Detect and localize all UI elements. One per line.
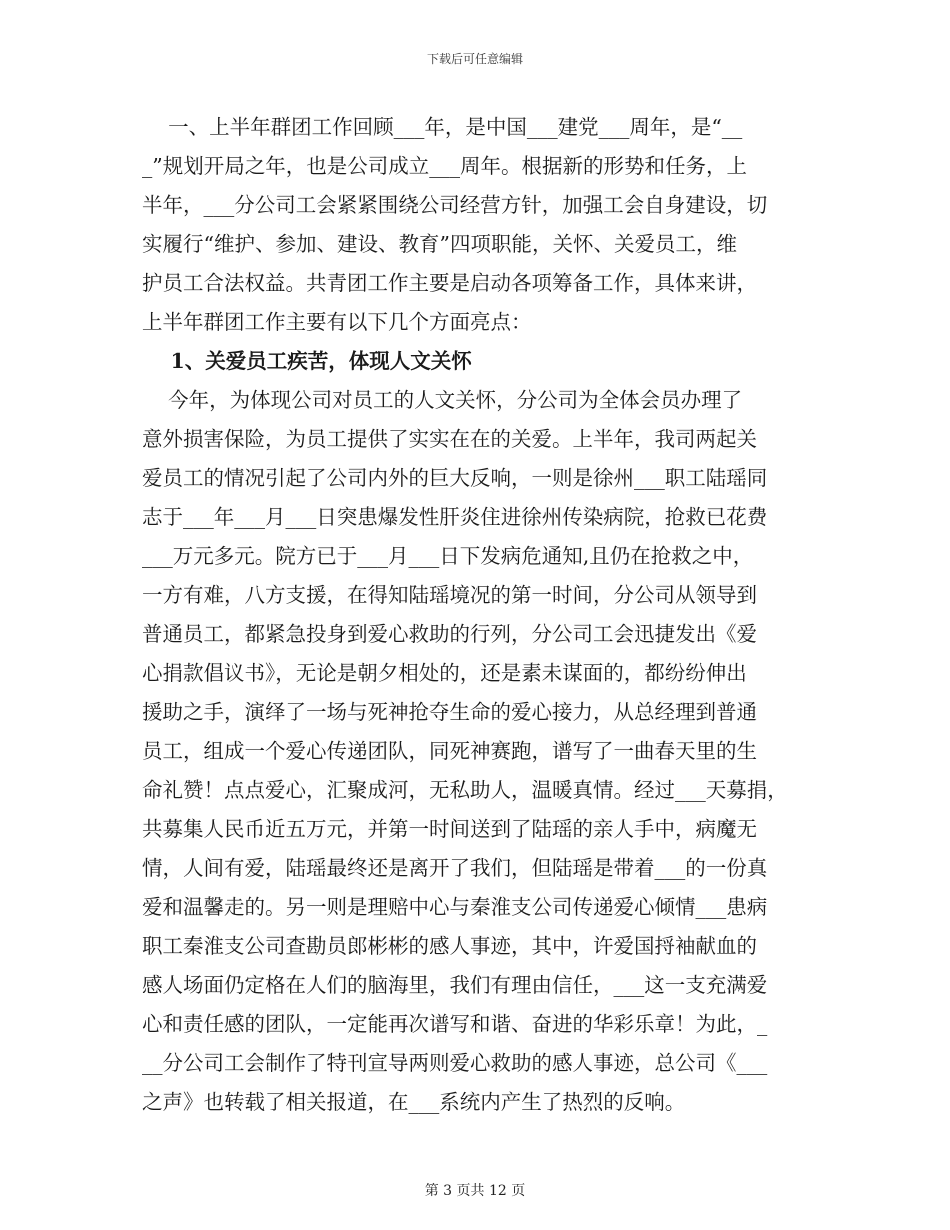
text-line: 意外损害保险，为员工提供了实实在在的关爱。上半年，我司两起关 — [142, 427, 757, 451]
text-line: 共募集人民币近五万元，并第一时间送到了陆瑶的亲人手中，病魔无 — [142, 817, 757, 841]
text-line: 一、上半年群团工作回顾___年，是中国___建党___周年，是“__ — [142, 115, 743, 139]
text-line: 半年，___分公司工会紧紧围绕公司经营方针，加强工会自身建设，切 — [142, 193, 768, 217]
page-header: 下载后可任意编辑 — [426, 52, 523, 66]
text-line: 心和责任感的团队，一定能再次谱写和谐、奋进的华彩乐章！为此，_ — [142, 1012, 768, 1036]
text-line: 爱和温馨走的。另一则是理赔中心与秦淮支公司传递爱心倾情___患病 — [142, 895, 768, 919]
text-line: 今年，为体现公司对员工的人文关怀，分公司为全体会员办理了 — [142, 388, 743, 412]
section-heading: 1、关爱员工疾苦，体现人文关怀 — [142, 349, 472, 373]
text-line: 情，人间有爱，陆瑶最终还是离开了我们，但陆瑶是带着___的一份真 — [142, 856, 768, 880]
document-body — [142, 108, 817, 1122]
text-line: 员工，组成一个爱心传递团队，同死神赛跑，谱写了一曲春天里的生 — [142, 739, 757, 763]
text-line: 上半年群团工作主要有以下几个方面亮点： — [142, 310, 532, 334]
text-line: 心捐款倡议书》，无论是朝夕相处的，还是素未谋面的，都纷纷伸出 — [142, 661, 747, 685]
text-line: 援助之手，演绎了一场与死神抢夺生命的爱心接力，从总经理到普通 — [142, 700, 757, 724]
text-line: 命礼赞！点点爱心，汇聚成河，无私助人，温暖真情。经过___天募捐， — [142, 778, 788, 802]
text-line: 之声》也转载了相关报道，在___系统内产生了热烈的反响。 — [142, 1090, 686, 1114]
text-line: ___万元多元。院方已于___月___日下发病危通知,且仍在抢救之中， — [142, 544, 754, 568]
text-line: 爱员工的情况引起了公司内外的巨大反响，一则是徐州___职工陆瑶同 — [142, 466, 768, 490]
text-line: __分公司工会制作了特刊宣导两则爱心救助的感人事迹，总公司《___ — [142, 1051, 768, 1075]
text-line: 志于___年___月___日突患爆发性肝炎住进徐州传染病院，抢救已花费 — [142, 505, 768, 529]
text-line: 护员工合法权益。共青团工作主要是启动各项筹备工作，具体来讲， — [142, 271, 757, 295]
page-footer: 第 3 页共 12 页 — [424, 1183, 526, 1199]
text-line: 一方有难，八方支援，在得知陆瑶境况的第一时间，分公司从领导到 — [142, 583, 757, 607]
text-line: 普通员工，都紧急投身到爱心救助的行列，分公司工会迅捷发出《爱 — [142, 622, 757, 646]
text-line: _”规划开局之年，也是公司成立___周年。根据新的形势和任务，上 — [142, 154, 747, 178]
text-line: 实履行“维护、参加、建设、教育”四项职能，关怀、关爱员工，维 — [142, 232, 737, 256]
text-line: 职工秦淮支公司查勘员郎彬彬的感人事迹，其中，许爱国捋袖献血的 — [142, 934, 757, 958]
text-line: 感人场面仍定格在人们的脑海里，我们有理由信任，___这一支充满爱 — [142, 973, 768, 997]
